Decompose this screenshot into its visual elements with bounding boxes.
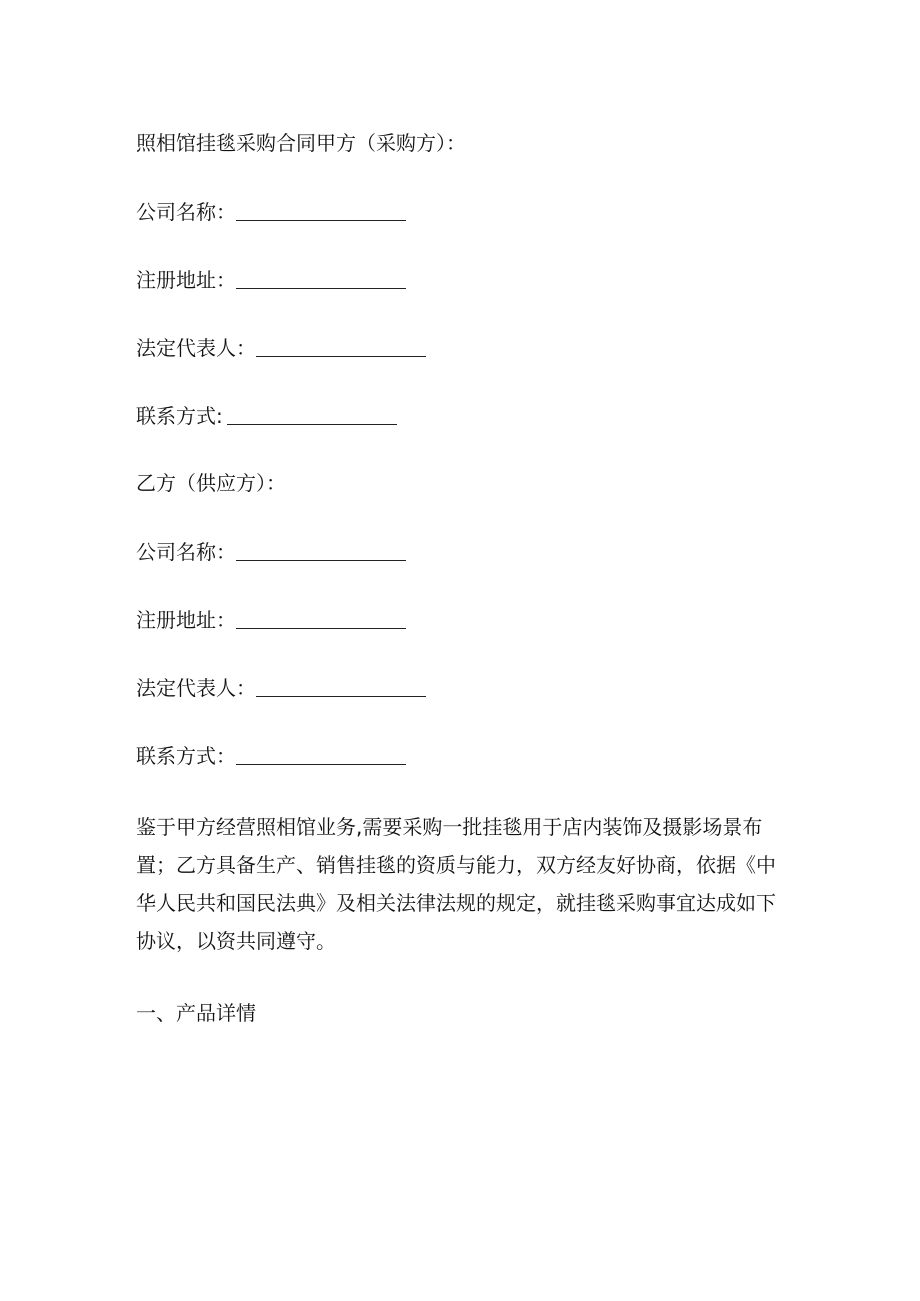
party-b-contact-label: 联系方式： [136,744,236,768]
party-b-representative-row [136,672,786,702]
party-b-address-row [136,604,786,634]
party-a-contact-blank[interactable] [227,400,397,425]
party-b-address-blank[interactable] [236,604,406,629]
party-a-address-blank[interactable] [236,264,406,289]
party-a-contact-row [136,400,786,430]
party-b-heading-line [136,468,786,498]
preamble-paragraph: 鉴于甲方经营照相馆业务,需要采购一批挂毯用于店内装饰及摄影场景布置；乙方具备生产、销售挂毯的资质与能力，双方经友好协商，依据《中华人民共和国民法典》及相关法律法规的规定，就挂毯采购事宜达成如下协议，以资共同遵守。 [136,815,776,953]
party-a-contact-label: 联系方式: [136,404,223,428]
document-body [136,128,786,1028]
party-b-heading-text: 乙方（供应方）： [136,471,286,495]
party-a-address-row [136,264,786,294]
party-b-company-row [136,536,786,566]
contract-title-line [136,128,786,158]
party-a-company-blank[interactable] [236,196,406,221]
party-b-representative-label: 法定代表人： [136,676,256,700]
party-a-representative-blank[interactable] [256,332,426,357]
party-a-representative-label: 法定代表人： [136,336,256,360]
party-b-address-label: 注册地址： [136,608,236,632]
party-a-address-label: 注册地址： [136,268,236,292]
party-a-representative-row [136,332,786,362]
party-b-contact-blank[interactable] [236,740,406,765]
section-1-heading: 一、产品详情 [136,1001,256,1025]
party-b-company-blank[interactable] [236,536,406,561]
party-b-company-label: 公司名称： [136,540,236,564]
party-a-company-label: 公司名称： [136,200,236,224]
party-b-representative-blank[interactable] [256,672,426,697]
party-a-company-row [136,196,786,226]
party-b-contact-row [136,740,786,770]
contract-title-text: 照相馆挂毯采购合同甲方（采购方）： [136,131,466,155]
